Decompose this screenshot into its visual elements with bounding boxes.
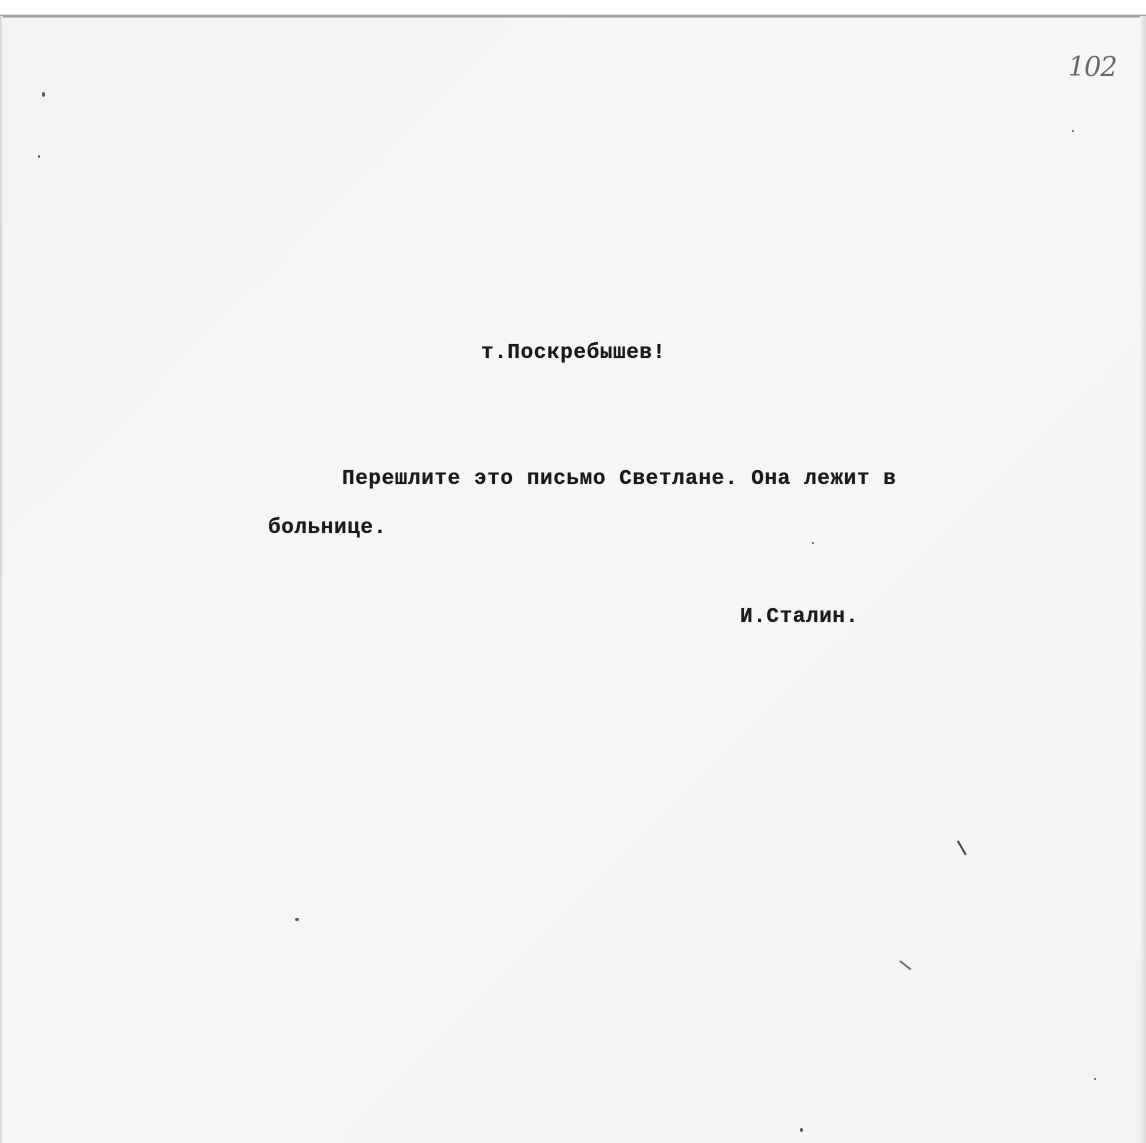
scan-speck (42, 92, 45, 97)
scan-speck (1072, 130, 1074, 132)
scan-edge-right (1140, 16, 1146, 1143)
body-text-line-2: больнице. (268, 517, 387, 540)
scan-speck (295, 918, 299, 921)
scan-speck (38, 155, 40, 158)
scan-speck (800, 1128, 803, 1132)
scan-edge-top (0, 0, 1146, 18)
scan-speck (812, 542, 814, 544)
scan-scratch (957, 840, 966, 855)
scan-speck (1094, 1078, 1096, 1080)
scan-scratch (900, 960, 912, 970)
signature: И.Сталин. (740, 606, 859, 629)
salutation: т.Поскребышев! (481, 342, 666, 365)
handwritten-page-number: 102 (1068, 52, 1117, 83)
scan-edge-left (0, 16, 3, 1143)
body-text-line-1: Перешлите это письмо Светлане. Она лежит в (342, 468, 897, 491)
